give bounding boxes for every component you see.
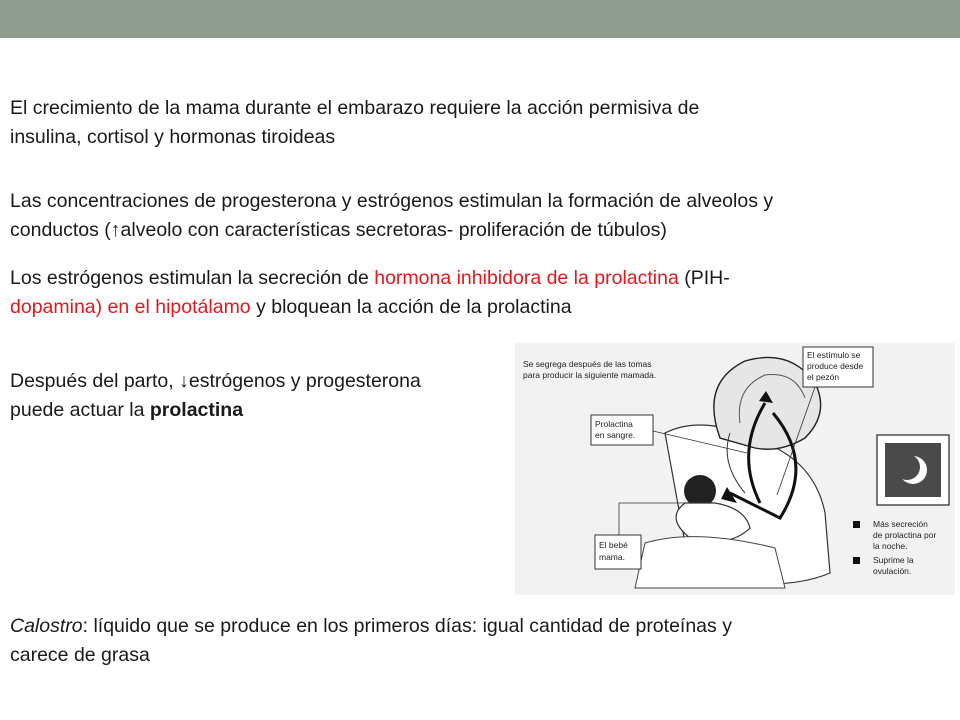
label-stimulus-line3: el pezón <box>807 372 840 382</box>
top-bar <box>0 0 960 38</box>
p1-line1: El crecimiento de la mama durante el embarazo requiere la acción permisiva de <box>10 97 700 119</box>
label-prolactin-line2: en sangre. <box>595 430 636 440</box>
legend-bullet-1 <box>853 521 860 528</box>
legend-item2-line2: ovulación. <box>873 566 912 576</box>
paragraph-progesterone <box>10 187 773 245</box>
p5-italic-calostro: Calostro <box>10 615 83 637</box>
p4-line2: puede actuar la <box>10 399 150 421</box>
p4-bold-prolactina: prolactina <box>149 399 244 421</box>
paragraph-mammary-growth <box>10 94 699 152</box>
legend-bullet-2 <box>853 557 860 564</box>
baby-head-icon <box>684 475 716 507</box>
legend-item1-line2: de prolactina por <box>873 530 937 540</box>
label-baby-line2: mama. <box>599 552 625 562</box>
p3-red-pih: hormona inhibidora de la prolactina <box>374 267 679 289</box>
p3-part3: y bloquean la acción de la prolactina <box>250 296 572 318</box>
paragraph-postpartum <box>10 367 421 425</box>
p4-line1: Después del parto, ↓estrógenos y progesterona <box>10 370 421 392</box>
p3-part1: Los estrógenos estimulan la secreción de <box>10 267 375 289</box>
label-top-line1: Se segrega después de las tomas <box>523 359 652 369</box>
breastfeeding-illustration <box>515 343 955 595</box>
p3-part2: (PIH- <box>678 267 730 289</box>
p5-line1-rest: : líquido que se produce en los primeros días: igual cantidad de proteínas y <box>82 615 732 637</box>
label-stimulus-line1: El estímulo se <box>807 350 861 360</box>
legend-item1-line3: la noche. <box>873 541 908 551</box>
label-prolactin-line1: Prolactina <box>595 419 633 429</box>
label-baby-line1: El bebé <box>599 540 628 550</box>
illustration-svg <box>515 343 955 595</box>
p3-red-dopamina: dopamina) en el hipotálamo <box>10 296 251 318</box>
p5-line2: carece de grasa <box>10 644 150 666</box>
label-top-line2: para producir la siguiente mamada. <box>523 370 657 380</box>
legend-item2-line1: Suprime la <box>873 555 914 565</box>
legend-item1-line1: Más secreción <box>873 519 928 529</box>
label-stimulus-line2: produce desde <box>807 361 864 371</box>
p1-line2: insulina, cortisol y hormonas tiroideas <box>10 126 336 148</box>
p2-line1: Las concentraciones de progesterona y estrógenos estimulan la formación de alveolos y <box>10 190 774 212</box>
paragraph-calostro <box>10 612 732 670</box>
paragraph-estrogens <box>10 264 910 322</box>
p2-line2: conductos (↑alveolo con características secretoras- proliferación de túbulos) <box>10 219 667 241</box>
